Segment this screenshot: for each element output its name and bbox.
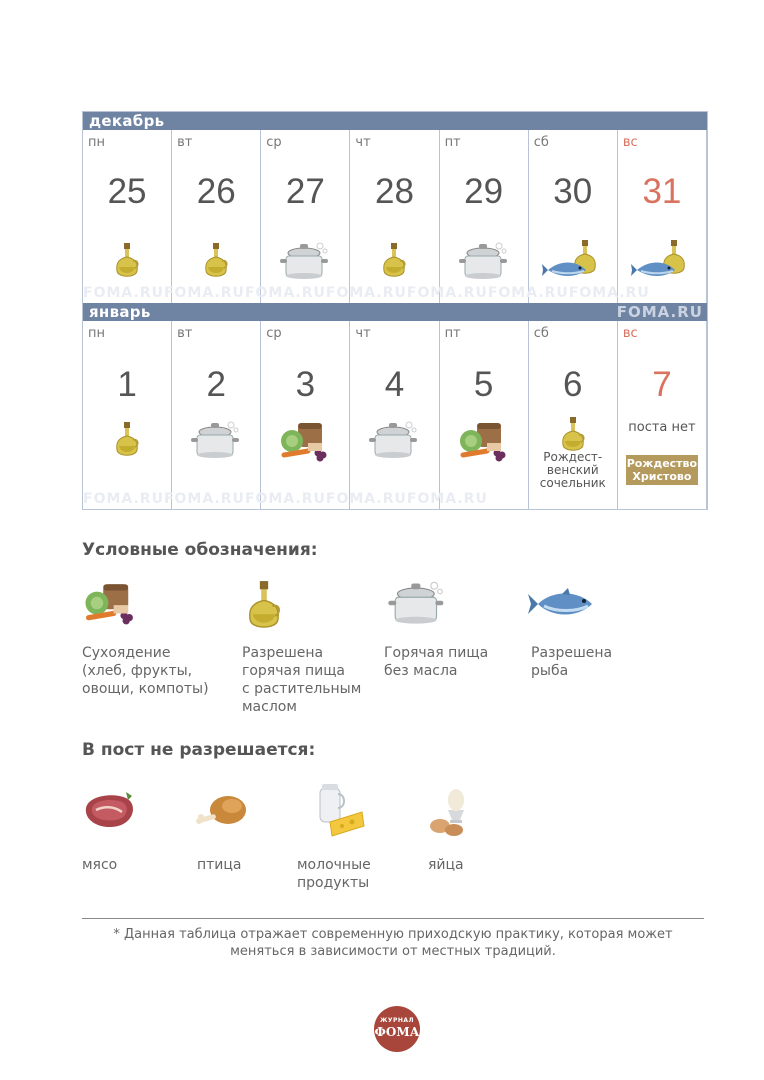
watermark: FOMA.RUFOMA.RUFOMA.RUFOMA.RUFOMA.RU [83,491,488,507]
pot-icon [172,415,260,465]
day-cell [440,130,529,303]
day-of-week: чт [355,326,371,341]
forbidden-label: яйца [428,857,464,873]
day-of-week: вс [622,326,638,341]
day-of-week: пт [444,326,461,341]
forbidden-label: молочные продукты [297,857,371,891]
day-cell [618,130,707,303]
poultry-icon [194,790,250,832]
legend-label: Горячая пища без масла [384,645,489,679]
christmas-badge: Рождество Христово [626,457,698,483]
eggs-icon [426,786,474,838]
day-number: 1 [117,365,137,404]
christmas-eve-note: Рождест- венский сочельник [539,450,606,490]
footnote: * Данная таблица отражает современную приходскую практику, которая может меняться в зависимости от местных традиций. [113,927,673,959]
month-name: декабрь [89,112,165,130]
day-cell [529,321,618,509]
legend-title: Условные обозначения: [82,540,318,560]
dry-food-icon [261,415,349,465]
day-number: 5 [473,365,494,404]
pot-icon [386,580,448,632]
day-number: 29 [464,172,504,211]
day-cell [529,130,618,303]
day-of-week: сб [533,326,549,341]
forbidden-title: В пост не разрешается: [82,740,316,760]
dry-food-icon [82,578,138,632]
day-number: 30 [553,172,593,211]
day-of-week: чт [355,135,371,150]
dry-food-icon [440,415,528,465]
day-of-week: пн [88,135,105,150]
divider [82,918,704,919]
oil-icon [350,236,438,286]
legend-label: Сухоядение (хлеб, фрукты, овощи, компоты) [82,645,209,697]
day-cell [261,321,350,509]
day-cell [83,130,172,303]
foma-logo [374,1006,420,1052]
oil-icon [172,236,260,286]
month-header-december [83,112,707,130]
day-cell [618,321,707,509]
day-of-week: вт [177,135,193,150]
day-of-week: сб [533,135,549,150]
fish-icon [528,588,600,620]
day-number: 31 [642,172,682,211]
pot-icon [440,236,528,286]
fish-oil-icon [529,236,617,286]
week-january [83,321,707,509]
logo-line2: ФОМА [374,1025,420,1039]
watermark: FOMA.RUFOMA.RUFOMA.RUFOMA.RUFOMA.RUFOMA.RUFOMA.RU [83,285,650,301]
day-cell [172,130,261,303]
day-cell [350,321,439,509]
day-cell [83,321,172,509]
week-december [83,130,707,303]
day-number: 7 [652,365,672,404]
legend-label: Разрешена горячая пища с растительным маслом [242,645,362,715]
dairy-icon [312,782,368,840]
day-of-week: пт [444,135,461,150]
month-header-january [83,303,707,321]
day-number: 28 [375,172,414,211]
day-number: 26 [196,172,236,211]
day-number: 6 [563,365,583,404]
day-cell [261,130,350,303]
forbidden-label: птица [197,857,242,873]
pot-icon [350,415,438,465]
day-number: 27 [285,172,325,211]
fish-oil-icon [618,236,706,286]
oil-icon [246,578,286,634]
oil-icon [83,236,171,286]
logo-line1: ЖУРНАЛ [379,1017,415,1024]
watermark: FOMA.RU [616,303,703,321]
no-fast-note: поста нет [628,420,696,435]
day-number: 3 [295,365,316,404]
day-of-week: ср [266,326,282,341]
day-cell [440,321,529,509]
day-of-week: пн [88,326,105,341]
pot-icon [261,236,349,286]
day-of-week: вт [177,326,193,341]
forbidden-label: мясо [82,857,118,873]
fasting-calendar [82,111,708,510]
oil-icon [83,415,171,465]
day-cell [172,321,261,509]
meat-icon [82,786,140,832]
day-number: 2 [206,365,226,404]
day-cell [350,130,439,303]
day-of-week: вс [622,135,638,150]
legend-label: Разрешена рыба [531,645,613,679]
day-number: 4 [384,365,405,404]
day-of-week: ср [266,135,282,150]
day-number: 25 [107,172,147,211]
month-name: январь [89,303,151,321]
